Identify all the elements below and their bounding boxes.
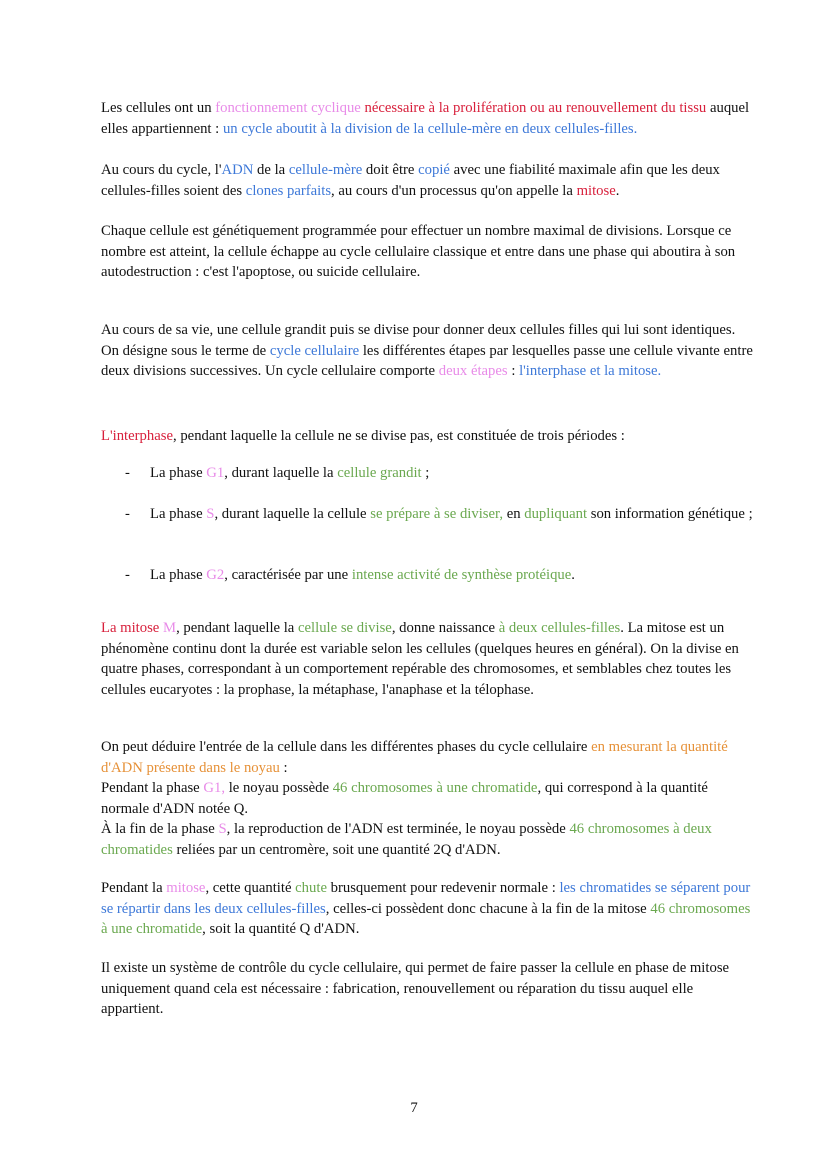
- text-run: .: [615, 182, 620, 199]
- text-run: :: [507, 363, 520, 379]
- text-run: G2: [206, 567, 225, 583]
- list-item-g1: [150, 463, 753, 484]
- text-run: cellule se divise: [298, 620, 392, 636]
- text-run: G1,: [203, 780, 226, 796]
- text-run: avec une fiabilité maximale afin que les deux cellules-filles soient des: [101, 162, 720, 199]
- text-run: Les cellules ont un: [101, 100, 216, 116]
- text-run: en mesurant la quantité d'ADN présente dans le noyau: [101, 739, 728, 776]
- text-run: cellule-mère: [288, 162, 363, 178]
- text-run: , caractérisée par une: [224, 567, 352, 583]
- text-run: mitose: [576, 182, 616, 199]
- text-run: La phase: [150, 567, 207, 583]
- text-run: 46 chromosomes à deux chromatides: [101, 821, 712, 858]
- list-item-s: [150, 504, 753, 525]
- text-run: reliées par un centromère, soit une quantité 2Q d'ADN.: [172, 841, 501, 858]
- paragraph-interphase: [101, 426, 753, 447]
- text-run: de la: [253, 162, 289, 178]
- text-run: Il existe un système de contrôle du cycle cellulaire, qui permet de faire passer la cellule en phase de mitose uniquement quand cela est nécessaire : fabrication, renouvellement ou réparation du tissu auquel elle appartient.: [101, 960, 730, 1017]
- text-run: Chaque cellule est génétiquement programmée pour effectuer un nombre maximal de divisions. Lorsque ce nombre est atteint, la cellule échappe au cycle cellulaire classique et entre dans une phase qui aboutira à son autodestruction : c'est l'apoptose, ou suicide cellulaire.: [101, 223, 736, 280]
- text-run: L'interphase: [101, 428, 173, 444]
- text-run: un cycle aboutit à la division de la cellule-mère en deux cellules-filles.: [222, 120, 638, 137]
- text-run: son information génétique ;: [587, 506, 753, 522]
- text-run: se prépare à se diviser,: [370, 506, 504, 522]
- text-run: ;: [421, 465, 430, 481]
- text-run: nécessaire à la prolifération ou au renouvellement du tissu: [360, 100, 707, 116]
- text-run: , donne naissance: [391, 620, 499, 636]
- text-run: , la reproduction de l'ADN est terminée, le noyau possède: [226, 821, 570, 837]
- text-run: à deux cellules-filles: [498, 620, 621, 636]
- text-run: Pendant la phase: [101, 780, 204, 796]
- text-run: 46 chromosomes à une chromatide: [101, 900, 751, 937]
- text-run: On peut déduire l'entrée de la cellule dans les différentes phases du cycle cellulaire: [101, 739, 592, 755]
- text-run: chute: [295, 880, 327, 896]
- paragraph-apoptose: [101, 221, 753, 283]
- list-item-g2: [150, 565, 753, 586]
- paragraph-cycle-definition: [101, 320, 753, 382]
- text-run: À la fin de la phase: [101, 821, 219, 837]
- text-run: , pendant laquelle la: [176, 620, 299, 636]
- text-run: cycle cellulaire: [269, 342, 360, 359]
- text-run: , pendant laquelle la cellule ne se divise pas, est constituée de trois périodes :: [172, 428, 625, 444]
- text-run: dupliquant: [524, 506, 588, 522]
- text-run: deux étapes: [438, 363, 508, 379]
- text-run: doit être: [362, 162, 419, 178]
- paragraph-adn-copy: [101, 160, 753, 201]
- text-run: clones parfaits: [245, 182, 332, 199]
- text-run: l'interphase et la mitose.: [519, 363, 662, 379]
- paragraph-intro: [101, 98, 753, 139]
- list-bullet: -: [125, 567, 130, 583]
- text-run: auquel elles appartiennent :: [101, 100, 750, 137]
- text-run: Au cours de sa vie, une cellule grandit puis se divise pour donner deux cellules filles qui lui sont identiques. On désigne sous le terme de: [101, 322, 736, 359]
- text-run: cellule grandit: [337, 465, 422, 481]
- text-run: , soit la quantité Q d'ADN.: [202, 921, 360, 937]
- text-run: , cette quantité: [205, 880, 296, 896]
- text-run: , celles-ci possèdent donc chacune à la fin de la mitose: [325, 900, 651, 917]
- text-run: La phase: [150, 506, 207, 522]
- text-run: , durant laquelle la: [224, 465, 338, 481]
- text-run: copié: [418, 162, 450, 178]
- text-run: La mitose: [101, 620, 163, 636]
- list-bullet: -: [125, 506, 130, 522]
- text-run: brusquement pour redevenir normale :: [326, 880, 560, 896]
- paragraph-quantite-adn: [101, 737, 753, 860]
- text-run: les chromatides se séparent pour se répartir dans les deux cellules-filles: [101, 880, 751, 917]
- paragraph-mitose-chute: [101, 878, 753, 940]
- text-run: G1: [206, 465, 225, 481]
- text-run: les différentes étapes par lesquelles passe une cellule vivante entre deux divisions successives. Un cycle cellulaire comporte: [101, 342, 753, 379]
- text-run: S: [218, 821, 227, 837]
- text-run: M: [163, 620, 177, 636]
- text-run: intense activité de synthèse protéique: [351, 567, 572, 583]
- text-run: 46 chromosomes à une chromatide: [332, 780, 538, 796]
- text-run: Au cours du cycle, l': [101, 162, 222, 178]
- text-run: le noyau possède: [225, 780, 333, 796]
- text-run: , au cours d'un processus qu'on appelle la: [331, 182, 577, 199]
- text-run: Pendant la: [101, 880, 167, 896]
- text-run: .: [571, 567, 575, 583]
- page-number: 7: [410, 1100, 418, 1116]
- text-run: ADN: [221, 162, 254, 178]
- text-run: fonctionnement cyclique: [215, 100, 361, 116]
- text-run: La phase: [150, 465, 207, 481]
- list-bullet: -: [125, 465, 130, 481]
- text-run: mitose: [166, 880, 206, 896]
- text-run: . La mitose est un phénomène continu dont la durée est variable selon les cellules (quelques heures en général). On la divise en quatre phases, correspondant à un comportement repérable des chromosomes, et semblables chez toutes les cellules eucaryotes : la prophase, la métaphase, l'anaphase et la télophase.: [101, 620, 739, 698]
- text-run: , qui correspond à la quantité normale d'ADN notée Q.: [101, 780, 708, 817]
- paragraph-mitose: [101, 618, 753, 700]
- paragraph-controle: [101, 958, 753, 1020]
- text-run: S: [206, 506, 215, 522]
- text-run: , durant laquelle la cellule: [214, 506, 371, 522]
- text-run: en: [503, 506, 525, 522]
- text-run: :: [279, 759, 288, 776]
